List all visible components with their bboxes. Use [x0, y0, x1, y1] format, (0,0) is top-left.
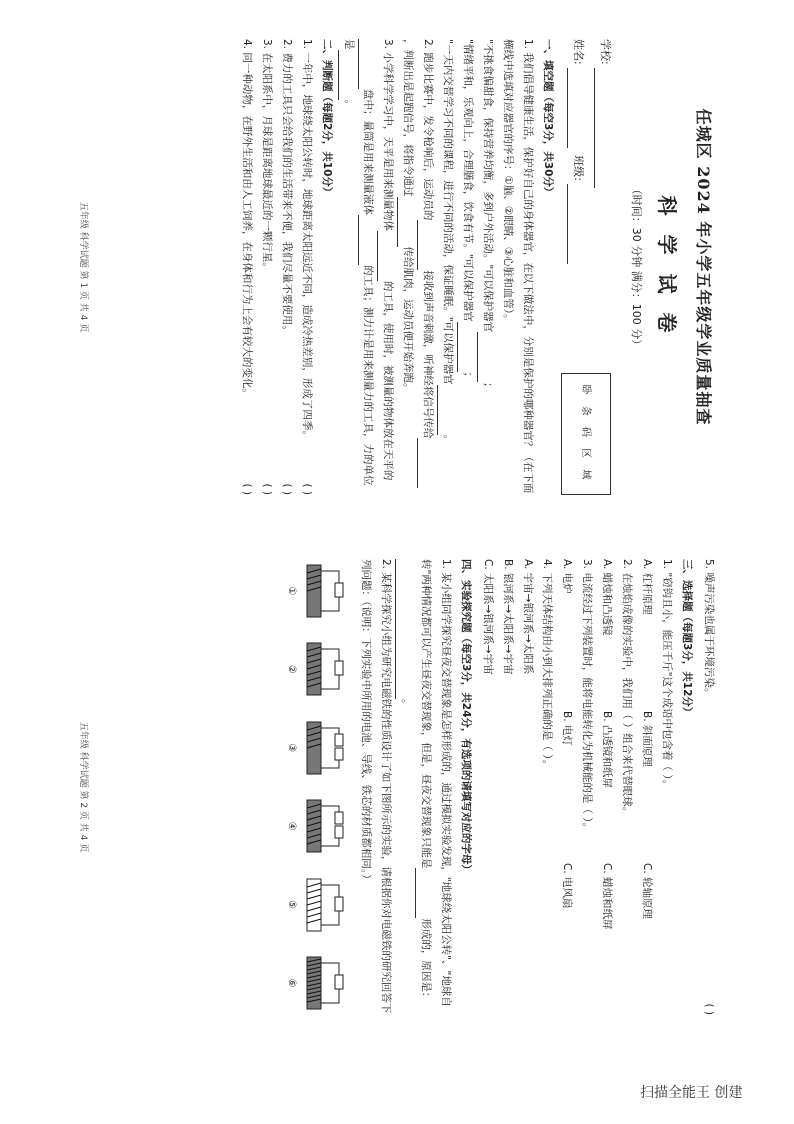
judge-1 — [296, 39, 316, 495]
answer-blank — [457, 322, 470, 372]
q2b-text: 接收到声音刺激，听神经将信号传给 — [422, 270, 435, 439]
answer-blank — [397, 197, 410, 247]
experiment-1: 1. 某小组同学探究昼夜交替现象是怎样形成的，通过模拟实验发现，"地球绕太阳公转"、"地球自转"两种情况都可以产生昼夜交替现象，但是，昼夜交替现象只能是形成的，原因是：。 — [395, 559, 455, 1015]
coil-icon — [303, 953, 345, 1013]
answer-paren: ( ) — [703, 1003, 715, 1015]
answer-blank — [437, 385, 450, 435]
electromagnet-6 — [282, 951, 345, 1015]
q1a-text: "不挑食偏甜食，保持营养均衡，多到户外活动。"可以保护器官 — [482, 39, 495, 333]
scanner-watermark: 扫描全能王 创建 — [640, 1085, 743, 1101]
question-1b: "情绪平和，乐观向上，合理膳食，饮食有节。"可以保护器官； — [457, 39, 477, 495]
answer-paren: ( ) — [280, 483, 293, 495]
choice-1: 1. "窃钩且小，能压千斤"这个成语中包含着（ ）。 — [661, 559, 674, 791]
section-true-false: 二、判断题（每题2分，共10分） — [320, 39, 333, 198]
answer-paren: ( ) — [300, 483, 313, 495]
student-info — [561, 39, 621, 495]
answer-blank — [415, 868, 428, 918]
choice-2-options — [596, 559, 616, 1015]
section-choice: 三、选择题（每题3分，共12分） — [681, 559, 694, 718]
option-c: C. 蜡烛和纸屏 — [601, 863, 614, 930]
section-experiment: 四、实验探究题（每空3分，共24分，有选项的请填写对应的字母） — [459, 559, 472, 875]
judge-2 — [276, 39, 296, 495]
q3d-text: 的工具；测力计是用来测量力的工具，力的单位是 — [342, 39, 375, 486]
school-blank — [594, 68, 609, 188]
question-2 — [397, 39, 437, 495]
q1c-text: "一天内交替学习不同的课程，进行不同的活动，保证睡眠。"可以保护器官 — [442, 39, 455, 385]
coil-icon — [303, 875, 345, 935]
question-1a: "不挑食偏甜食，保持营养均衡，多到户外活动。"可以保护器官； — [477, 39, 497, 495]
answer-paren: ( ) — [260, 483, 273, 495]
choice-3: 3. 电流经过下列装置时，能将电能转化为机械能的是（ ）。 — [581, 559, 594, 833]
option-b: B. 凸透镜和纸屏 — [601, 711, 614, 788]
exam-page-1 — [68, 25, 728, 509]
coil-label: ⑤ — [286, 900, 298, 910]
option-b: B. 银河系→太阳系→宇宙 — [501, 559, 514, 675]
electromagnet-3 — [282, 716, 345, 780]
answer-blank — [378, 231, 391, 281]
experiment-2: 2. 某科学探究小组为研究电磁铁的性质设计了如下图所示的实验，请根据你对电磁铁的研究回答下列问题：（说明：下列实验中所用的电池、导线、铁芯的材质都相同。） — [360, 559, 392, 1014]
option-a: A. 杠杆原理 — [641, 559, 654, 615]
name-label: 姓名: — [571, 39, 585, 65]
answer-blank — [477, 332, 490, 382]
j3-text: 3. 在太阳系中，月球是距离地球最近的一颗行星。 — [260, 39, 273, 273]
answer-blank — [417, 220, 430, 270]
coil-label: ③ — [286, 743, 298, 753]
choice-4-options — [477, 559, 537, 1015]
q3-text: 3. 小学科学学习中，天平是用来测量物体 — [382, 39, 395, 231]
choice-1-options — [636, 559, 656, 1015]
option-c: C. 轮轴原理 — [641, 863, 654, 920]
time-note: （时间：30 分钟 满分：100 分） — [629, 183, 643, 351]
answer-blank — [338, 50, 351, 100]
choice-4: 4. 下列天体结构由小到大排列正确的是（ ）。 — [541, 559, 554, 770]
electromagnet-diagrams — [282, 559, 345, 1015]
answer-blank — [358, 39, 371, 89]
coil-label: ① — [286, 586, 298, 596]
name-blank — [567, 68, 582, 148]
answer-blank — [358, 215, 371, 265]
judge-3 — [256, 39, 276, 495]
j1-text: 1. 一年中，地球绕太阳公转时，地球距离太阳远近不同，造成冷热差别，形成了四季。 — [300, 39, 313, 441]
coil-label: ⑥ — [286, 978, 298, 988]
j5-text: 5. 噪声污染也属于环境污染。 — [703, 559, 715, 699]
judge-5 — [698, 559, 718, 1015]
question-1c: "一天内交替学习不同的课程，进行不同的活动，保证睡眠。"可以保护器官。 — [437, 39, 457, 495]
j4-text: 4. 同一种动物，在野外生活和由人工饲养，在身体和行为上会有较大的变化。 — [240, 39, 253, 399]
coil-label: ② — [286, 664, 298, 674]
question-1: 1. 我们倡导健康生活，保护好自己的身体器官，在以下做法中，分别是保护的哪种器官？（在下面横线中选填对应器官的序号：①脑、②眼睛、③心脏和血管）。 — [502, 39, 534, 494]
electromagnet-5 — [282, 873, 345, 937]
option-a: A. 电炉 — [561, 559, 574, 594]
coil-icon — [303, 718, 345, 778]
option-a: A. 蜡烛和凸透镜 — [601, 559, 614, 636]
answer-paren: ( ) — [240, 483, 253, 495]
option-b: B. 斜面原理 — [641, 711, 654, 767]
coil-icon — [303, 639, 345, 699]
name-class-field — [567, 39, 588, 357]
class-label: 班级: — [571, 155, 585, 181]
q2c-text: ，判断出是起跑信号，将指令通过 — [402, 39, 415, 197]
barcode-box: 卧 条 码 区 域 — [561, 373, 611, 495]
j2-text: 2. 费力的工具只会给我们的生活带来不便，我们尽量不要使用。 — [280, 39, 293, 336]
option-a: A. 宇宙→银河系→太阳系 — [521, 559, 534, 675]
q3c-text: 盘中；量筒是用来测量液体 — [362, 89, 375, 215]
class-blank — [567, 184, 582, 264]
exam-subject: 科 学 试 卷 — [654, 195, 679, 339]
question-3: 3. 小学科学学习中，天平是用来测量物体的工具，使用时，被测量的物体放在天平的盘中；量筒是用来测量液体的工具；测力计是用来测量力的工具，力的单位是。 — [338, 39, 398, 495]
q2-text: 2. 跑步比赛中，发令枪响后，运动员的 — [422, 39, 435, 221]
exam-title: 任城区 2024 年小学五年级学业质量抽查 — [694, 108, 713, 426]
school-field — [594, 39, 615, 357]
choice-2: 2. 在烛焰成像的实验中，我们用（ ）组合来代替眼球。 — [621, 559, 634, 818]
answer-blank — [395, 559, 408, 699]
electromagnet-4 — [282, 794, 345, 858]
coil-icon — [303, 561, 345, 621]
page-footer: 五年级 科学试题 第 1 页 共 4 页 — [78, 201, 89, 333]
option-b: B. 电灯 — [561, 711, 574, 746]
q1b-text: "情绪平和，乐观向上，合理膳食，饮食有节。"可以保护器官 — [462, 39, 475, 322]
judge-4 — [236, 39, 256, 495]
q3b-text: 的工具，使用时，被测量的物体放在天平的 — [382, 280, 395, 481]
exam-page-2 — [68, 545, 728, 1029]
choice-3-options — [557, 559, 577, 1015]
q2d-text: 传给肌肉，运动员便开始奔跑。 — [402, 246, 415, 394]
section-fill-blank: 一、填空题（每空3分，共30分） — [541, 39, 554, 198]
e1b-text: 形成的，原因是： — [419, 918, 432, 1003]
coil-label: ④ — [286, 821, 298, 831]
answer-blank — [417, 438, 430, 488]
school-label: 学校: — [598, 39, 612, 65]
option-c: C. 太阳系→银河系→宇宙 — [481, 559, 494, 675]
option-c: C. 电风扇 — [561, 863, 574, 909]
electromagnet-1 — [282, 559, 345, 623]
coil-icon — [303, 796, 345, 856]
e1-text: 1. 某小组同学探究昼夜交替现象是怎样形成的，通过模拟实验发现，"地球绕太阳公转"、"地球自转"两种情况都可以产生昼夜交替现象，但是，昼夜交替现象只能是 — [419, 559, 452, 1007]
page-footer: 五年级 科学试题 第 2 页 共 4 页 — [78, 721, 89, 853]
electromagnet-2 — [282, 637, 345, 701]
